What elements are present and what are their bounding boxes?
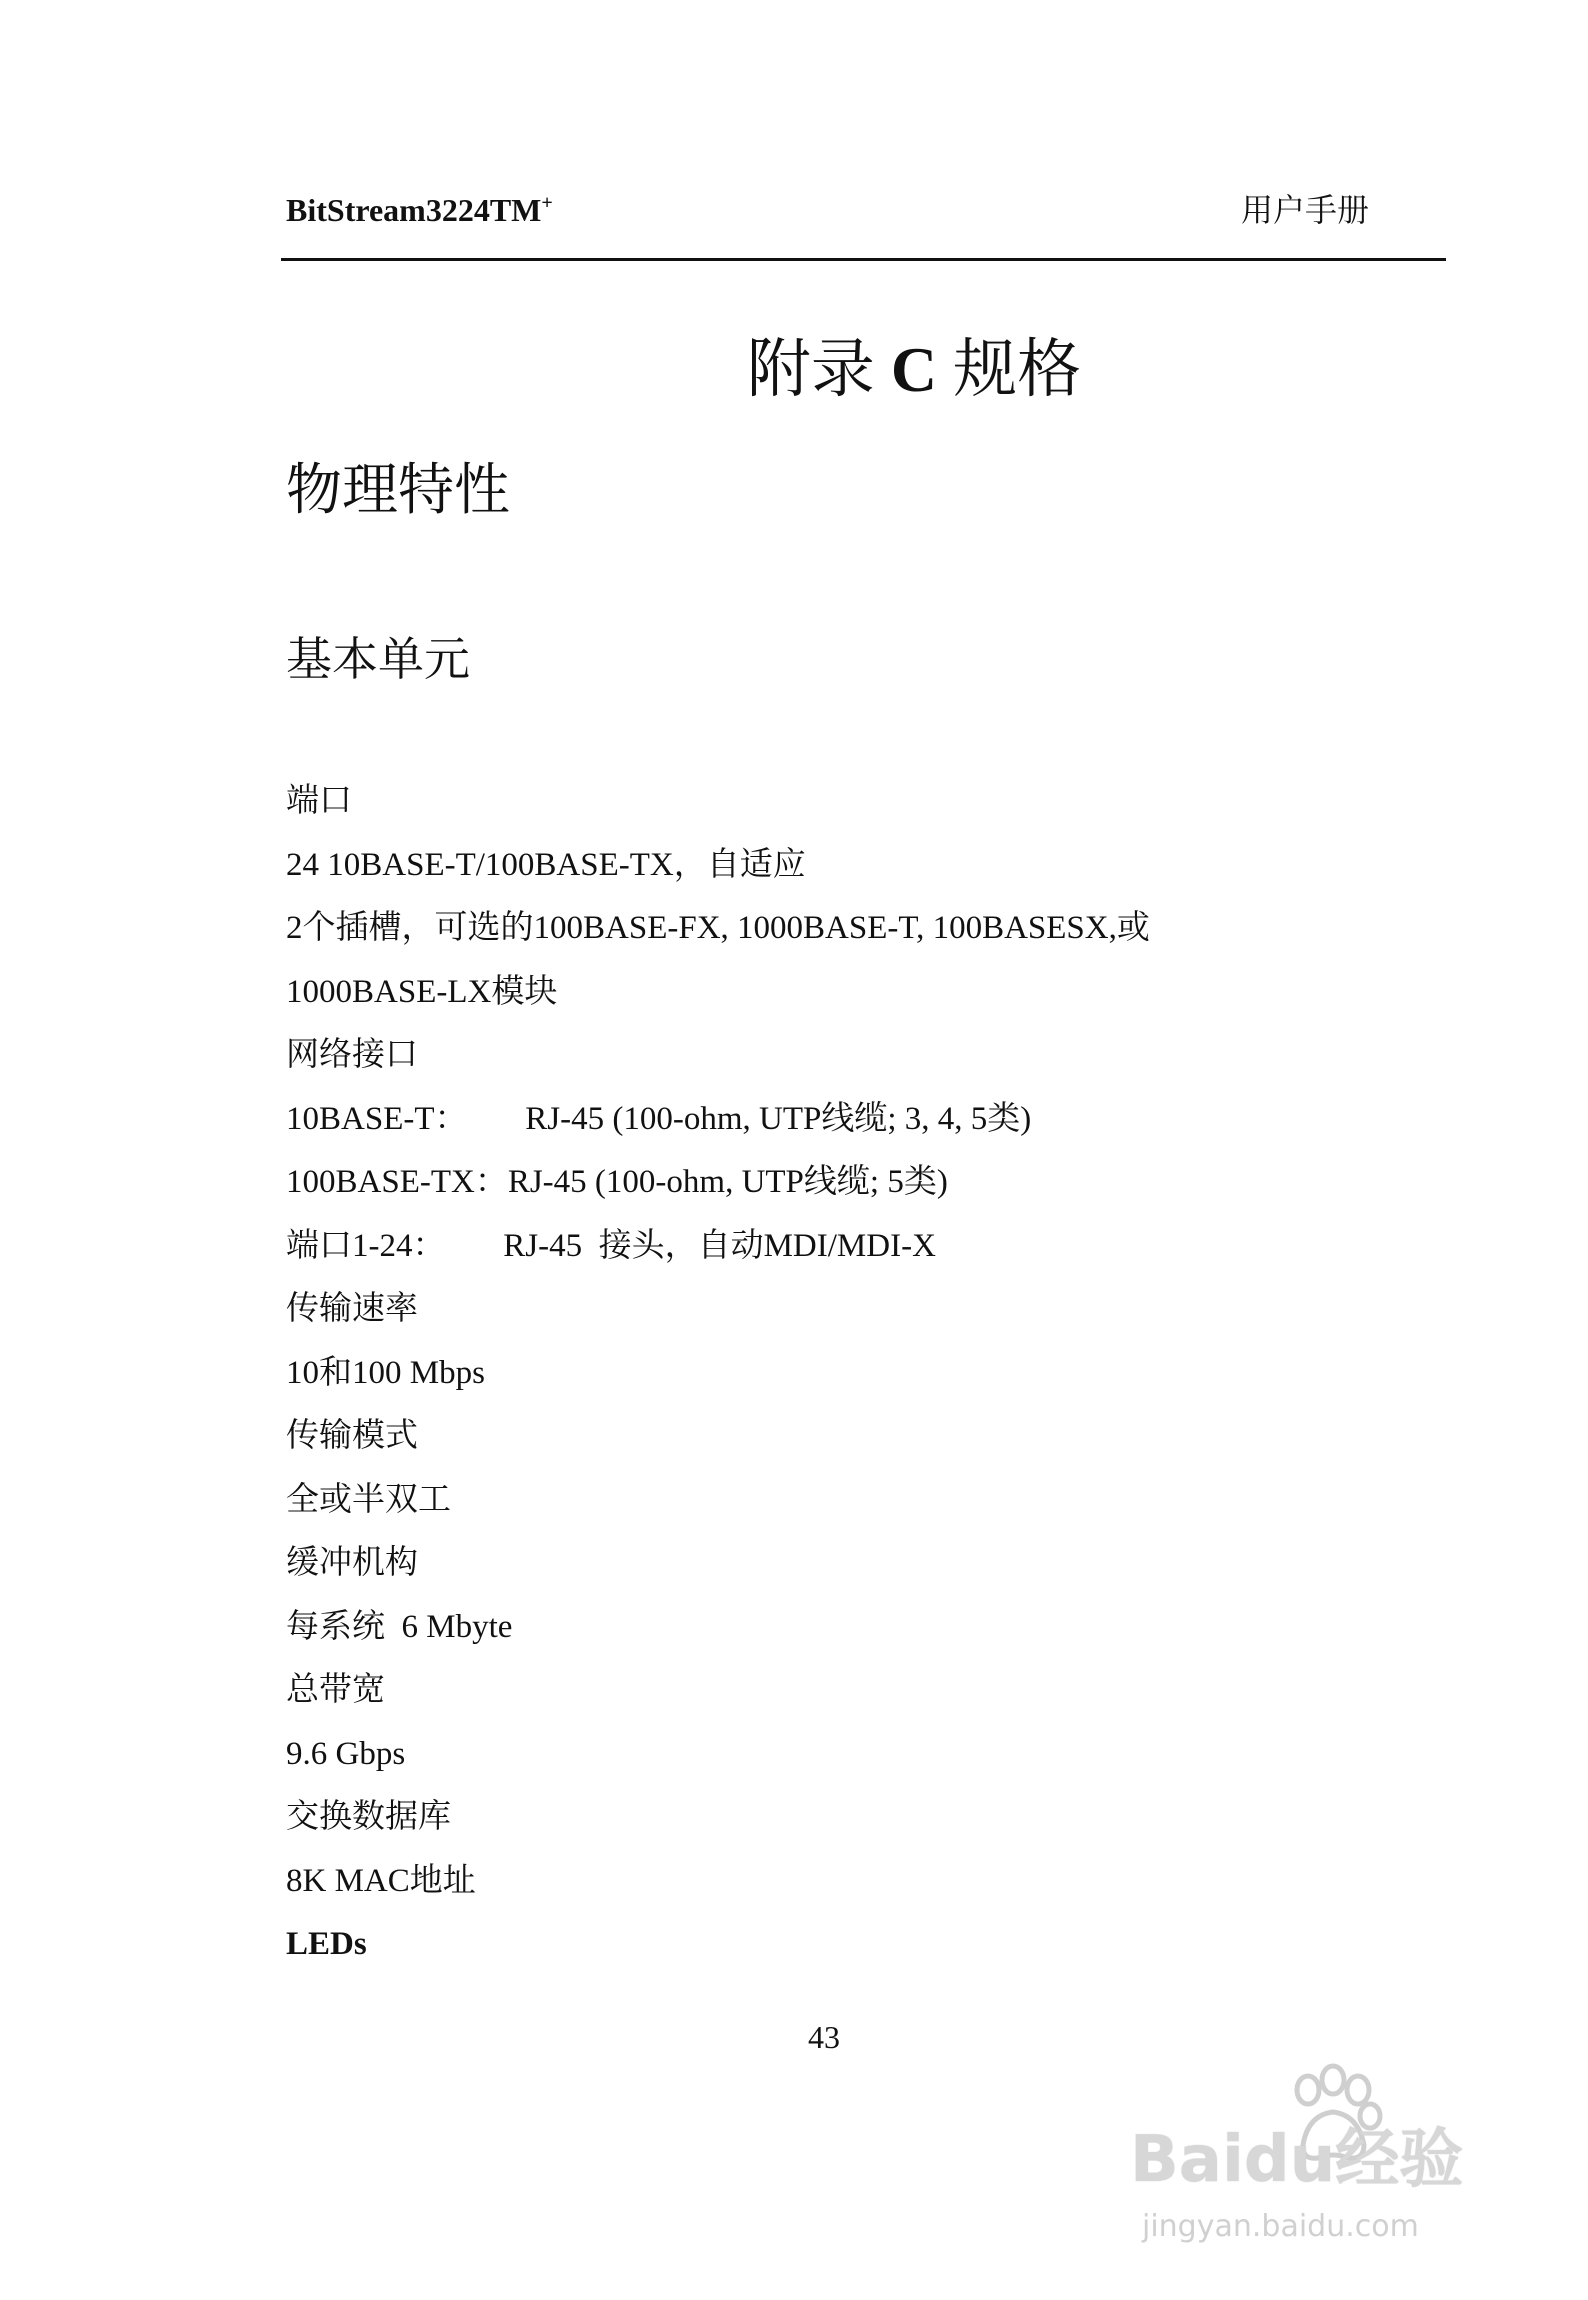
appendix-prefix: 附录 — [746, 334, 875, 405]
spec-line: 8K MAC地址 — [286, 1862, 476, 1899]
spec-line: 缓冲机构 — [286, 1545, 418, 1581]
spec-line: 每系统 6 Mbyte — [286, 1608, 513, 1645]
spec-line: 全或半双工 — [286, 1481, 451, 1518]
watermark-logo: Baidu经验 — [1130, 2123, 1464, 2197]
page-number: 43 — [808, 2019, 840, 2055]
spec-line: 端口 — [286, 783, 352, 819]
spec-line: 24 10BASE-T/100BASE-TX，自适应 — [286, 846, 806, 883]
spec-line: 1000BASE-LX模块 — [286, 973, 558, 1010]
spec-line: LEDs — [286, 1926, 367, 1962]
header-product-name: BitStream3224TM+ — [286, 192, 553, 228]
spec-line: 100BASE-TX：RJ-45 (100-ohm, UTP线缆; 5类) — [286, 1164, 948, 1200]
appendix-heading: 规格 — [953, 334, 1082, 405]
spec-line: 交换数据库 — [286, 1799, 451, 1835]
spec-line: 总带宽 — [286, 1672, 385, 1708]
appendix-letter: C — [890, 334, 938, 405]
header-superscript: + — [541, 192, 553, 214]
spec-line: 2个插槽，可选的100BASE-FX, 1000BASE-T, 100BASESX,或 — [286, 910, 1150, 946]
spec-line: 端口1-24： RJ-45 接头，自动MDI/MDI-X — [286, 1227, 936, 1264]
header-manual-label: 用户手册 — [1240, 192, 1369, 228]
watermark-url: jingyan.baidu.com — [1142, 2209, 1419, 2244]
spec-line: 传输模式 — [286, 1418, 418, 1454]
subsection-title: 基本单元 — [286, 634, 470, 685]
spec-line: 网络接口 — [286, 1037, 418, 1073]
spec-list — [286, 776, 1446, 1983]
spec-line: 传输速率 — [286, 1291, 418, 1327]
appendix-title — [0, 330, 1588, 410]
page-header — [281, 188, 1446, 260]
spec-line: 10BASE-T： RJ-45 (100-ohm, UTP线缆; 3, 4, 5类) — [286, 1100, 1032, 1137]
header-divider — [281, 258, 1446, 261]
watermark — [1130, 2060, 1530, 2260]
spec-line: 9.6 Gbps — [286, 1735, 406, 1772]
spec-line: 10和100 Mbps — [286, 1354, 485, 1391]
section-title: 物理特性 — [286, 460, 510, 522]
